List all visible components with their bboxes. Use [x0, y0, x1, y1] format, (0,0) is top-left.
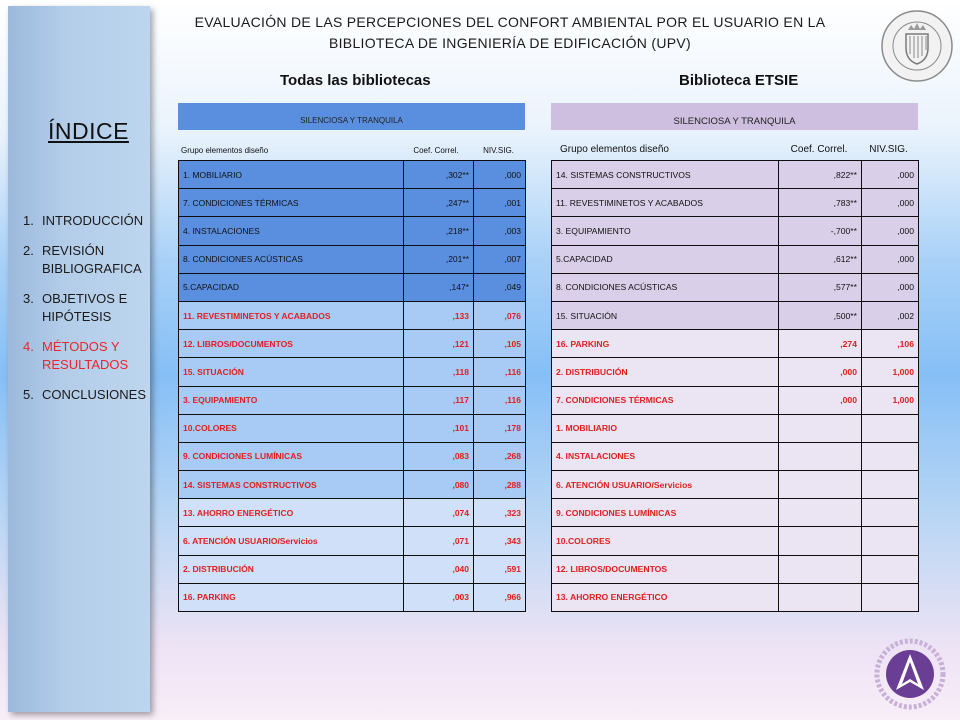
index-item-number: 1. — [23, 213, 34, 228]
col-header-corr: Coef. Correl. — [790, 144, 848, 155]
cell-group: 6. ATENCIÓN USUARIO/Servicios — [179, 527, 404, 555]
cell-sig: ,007 — [474, 245, 526, 273]
cell-sig: ,591 — [474, 555, 526, 583]
cell-group: 12. LIBROS/DOCUMENTOS — [552, 555, 779, 583]
cell-group: 3. EQUIPAMIENTO — [552, 217, 779, 245]
cell-corr: ,612** — [779, 245, 862, 273]
cell-group: 6. ATENCIÓN USUARIO/Servicios — [552, 471, 779, 499]
table-biblioteca-etsie — [551, 160, 919, 612]
table-row — [552, 555, 919, 583]
cell-group: 9. CONDICIONES LUMÍNICAS — [552, 499, 779, 527]
cell-group: 3. EQUIPAMIENTO — [179, 386, 404, 414]
table-row — [179, 555, 526, 583]
cell-sig — [862, 414, 919, 442]
table-row — [552, 301, 919, 329]
cell-sig: 1,000 — [862, 358, 919, 386]
cell-group: 15. SITUACIÓN — [552, 301, 779, 329]
cell-sig: ,323 — [474, 499, 526, 527]
cell-group: 7. CONDICIONES TÉRMICAS — [552, 386, 779, 414]
cell-sig: ,000 — [862, 217, 919, 245]
cell-sig: ,000 — [862, 161, 919, 189]
heading-todas-bibliotecas: Todas las bibliotecas — [280, 72, 431, 89]
cell-group: 16. PARKING — [552, 330, 779, 358]
table-row — [552, 273, 919, 301]
cell-group: 5.CAPACIDAD — [179, 273, 404, 301]
cell-corr: ,074 — [404, 499, 474, 527]
table-row — [179, 442, 526, 470]
index-item-introduccion[interactable] — [23, 212, 153, 230]
cell-corr: ,147* — [404, 273, 474, 301]
cell-corr: ,577** — [779, 273, 862, 301]
index-item-label: CONCLUSIONES — [42, 387, 147, 402]
cell-sig — [862, 555, 919, 583]
university-seal-logo — [880, 8, 954, 84]
col-header-group: Grupo elementos diseño — [181, 146, 269, 155]
cell-group: 10.COLORES — [179, 414, 404, 442]
table-row — [552, 245, 919, 273]
cell-sig: ,000 — [862, 245, 919, 273]
table-row — [179, 161, 526, 189]
cell-sig: ,000 — [862, 273, 919, 301]
cell-group: 2. DISTRIBUCIÓN — [552, 358, 779, 386]
cell-group: 2. DISTRIBUCIÓN — [179, 555, 404, 583]
table-row — [179, 386, 526, 414]
cell-group: 1. MOBILIARIO — [552, 414, 779, 442]
page-title — [190, 12, 830, 54]
table-row — [552, 583, 919, 611]
index-item-metodos[interactable] — [23, 338, 153, 374]
cell-corr — [779, 555, 862, 583]
table-row — [552, 442, 919, 470]
cell-sig — [862, 583, 919, 611]
table-row — [552, 330, 919, 358]
index-item-number: 3. — [23, 291, 34, 306]
table-row — [179, 245, 526, 273]
cell-group: 12. LIBROS/DOCUMENTOS — [179, 330, 404, 358]
index-item-label: REVISIÓN BIBLIOGRAFICA — [42, 243, 142, 276]
table-row — [552, 217, 919, 245]
cell-group: 4. INSTALACIONES — [552, 442, 779, 470]
col-header-sig: NIV.SIG. — [869, 144, 908, 155]
cell-sig: ,076 — [474, 301, 526, 329]
table-row — [179, 217, 526, 245]
index-item-revision[interactable] — [23, 242, 153, 278]
cell-sig: ,343 — [474, 527, 526, 555]
cell-corr — [779, 471, 862, 499]
table-row — [179, 471, 526, 499]
cell-corr: ,117 — [404, 386, 474, 414]
sidebar — [8, 6, 150, 712]
index-item-label: MÉTODOS Y RESULTADOS — [42, 339, 129, 372]
cell-corr: ,003 — [404, 583, 474, 611]
cell-corr — [779, 442, 862, 470]
cell-group: 14. SISTEMAS CONSTRUCTIVOS — [552, 161, 779, 189]
heading-biblioteca-etsie: Biblioteca ETSIE — [679, 72, 799, 89]
cell-group: 13. AHORRO ENERGÉTICO — [552, 583, 779, 611]
cell-corr: ,500** — [779, 301, 862, 329]
table-row — [179, 414, 526, 442]
cell-corr: ,247** — [404, 189, 474, 217]
cell-corr: ,080 — [404, 471, 474, 499]
table-row — [552, 414, 919, 442]
col-header-group: Grupo elementos diseño — [560, 144, 669, 155]
table-row — [179, 358, 526, 386]
cell-sig: ,106 — [862, 330, 919, 358]
cell-group: 7. CONDICIONES TÉRMICAS — [179, 189, 404, 217]
index-title: ÍNDICE — [48, 118, 129, 144]
table-row — [552, 527, 919, 555]
table-header-left — [178, 146, 525, 155]
cell-group: 11. REVESTIMINETOS Y ACABADOS — [552, 189, 779, 217]
table-row — [552, 471, 919, 499]
title-line-2: BIBLIOTECA DE INGENIERÍA DE EDIFICACIÓN (UPV) — [328, 35, 691, 51]
cell-sig: ,116 — [474, 386, 526, 414]
table-header-right — [551, 144, 918, 155]
col-header-sig: NIV.SIG. — [483, 146, 514, 155]
cell-sig: ,288 — [474, 471, 526, 499]
cell-corr: ,118 — [404, 358, 474, 386]
cell-group: 9. CONDICIONES LUMÍNICAS — [179, 442, 404, 470]
cell-corr: ,083 — [404, 442, 474, 470]
banner-left: SILENCIOSA Y TRANQUILA — [178, 103, 525, 130]
table-row — [552, 358, 919, 386]
cell-corr — [779, 414, 862, 442]
table-row — [179, 499, 526, 527]
cell-group: 8. CONDICIONES ACÚSTICAS — [179, 245, 404, 273]
table-row — [179, 583, 526, 611]
cell-corr: ,201** — [404, 245, 474, 273]
cell-sig — [862, 471, 919, 499]
cell-sig: ,001 — [474, 189, 526, 217]
table-row — [179, 189, 526, 217]
cell-sig: 1,000 — [862, 386, 919, 414]
cell-corr: ,101 — [404, 414, 474, 442]
cell-group: 5.CAPACIDAD — [552, 245, 779, 273]
cell-group: 1. MOBILIARIO — [179, 161, 404, 189]
cell-corr: -,700** — [779, 217, 862, 245]
cell-sig: ,966 — [474, 583, 526, 611]
cell-corr: ,121 — [404, 330, 474, 358]
cell-group: 11. REVESTIMINETOS Y ACABADOS — [179, 301, 404, 329]
cell-corr: ,000 — [779, 386, 862, 414]
cell-group: 13. AHORRO ENERGÉTICO — [179, 499, 404, 527]
cell-group: 4. INSTALACIONES — [179, 217, 404, 245]
table-row — [552, 499, 919, 527]
table-row — [179, 273, 526, 301]
index-item-label: INTRODUCCIÓN — [42, 213, 144, 228]
cell-group: 14. SISTEMAS CONSTRUCTIVOS — [179, 471, 404, 499]
cell-corr: ,822** — [779, 161, 862, 189]
cell-sig: ,003 — [474, 217, 526, 245]
table-row — [179, 330, 526, 358]
title-line-1: EVALUACIÓN DE LAS PERCEPCIONES DEL CONFORT AMBIENTAL POR EL USUARIO EN LA — [194, 14, 826, 30]
table-row — [552, 386, 919, 414]
cell-sig: ,116 — [474, 358, 526, 386]
cell-sig: ,268 — [474, 442, 526, 470]
cell-group: 16. PARKING — [179, 583, 404, 611]
table-row — [552, 189, 919, 217]
cell-corr — [779, 499, 862, 527]
index-item-label: OBJETIVOS E HIPÓTESIS — [42, 291, 128, 324]
table-row — [179, 301, 526, 329]
cell-sig: ,178 — [474, 414, 526, 442]
cell-group: 8. CONDICIONES ACÚSTICAS — [552, 273, 779, 301]
table-row — [552, 161, 919, 189]
index-item-number: 2. — [23, 243, 34, 258]
table-row — [179, 527, 526, 555]
table-todas-bibliotecas — [178, 160, 526, 612]
index-item-objetivos[interactable] — [23, 290, 153, 326]
banner-right: SILENCIOSA Y TRANQUILA — [551, 103, 918, 130]
cell-corr: ,000 — [779, 358, 862, 386]
cell-corr — [779, 527, 862, 555]
cell-sig: ,049 — [474, 273, 526, 301]
cell-corr — [779, 583, 862, 611]
cell-group: 15. SITUACIÓN — [179, 358, 404, 386]
index-item-number: 5. — [23, 387, 34, 402]
cell-sig: ,002 — [862, 301, 919, 329]
cell-sig — [862, 527, 919, 555]
cell-corr: ,071 — [404, 527, 474, 555]
cell-corr: ,783** — [779, 189, 862, 217]
index-item-number: 4. — [23, 339, 34, 354]
cell-corr: ,218** — [404, 217, 474, 245]
cell-sig — [862, 442, 919, 470]
cell-sig: ,000 — [474, 161, 526, 189]
index-list — [23, 212, 153, 416]
cell-corr: ,040 — [404, 555, 474, 583]
col-header-corr: Coef. Correl. — [413, 146, 459, 155]
cell-sig — [862, 499, 919, 527]
cell-sig: ,000 — [862, 189, 919, 217]
cell-sig: ,105 — [474, 330, 526, 358]
cell-corr: ,274 — [779, 330, 862, 358]
cell-corr: ,133 — [404, 301, 474, 329]
cell-corr: ,302** — [404, 161, 474, 189]
etsie-logo — [874, 638, 946, 710]
cell-group: 10.COLORES — [552, 527, 779, 555]
index-item-conclusiones[interactable] — [23, 386, 153, 404]
